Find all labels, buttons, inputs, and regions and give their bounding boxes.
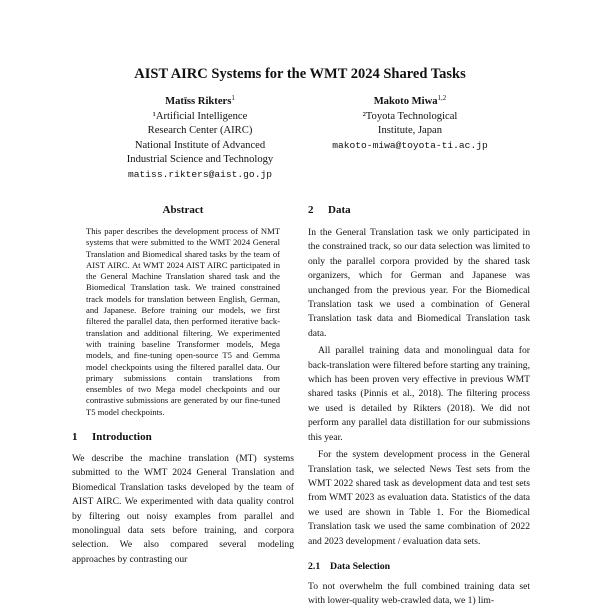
- data-paragraph-1: In the General Translation task we only participated in the constrained track, so our data selection was limited to only the parallel corpora provided by the shared task organizers, which for German and Japanese was unchanged from the previous year. For the Biomedical Translation task we used a combination of General Translation task data and Biomedical Translation task data.: [308, 227, 530, 339]
- author-affil-sup: 1,2: [437, 94, 447, 102]
- affiliation-line: Industrial Science and Technology: [126, 154, 274, 165]
- subsection-heading-data-selection: [308, 561, 530, 572]
- subsection-number: 2.1: [308, 560, 321, 572]
- data-paragraph-3: For the system development process in the General Translation task, we selected News Test sets from the WMT 2022 shared task as development data and test sets from WMT 2023 as evaluation data. Statistics of the data we used are shown in Table 1. For the Biomedical Translation task we used the same combination of 2022 and 2023 development / evaluation data sets.: [308, 449, 530, 547]
- subsection-title: Data Selection: [330, 560, 391, 572]
- author-block-1: [95, 95, 305, 182]
- data-selection-paragraph: To not overwhelm the full combined training data set with lower-quality web-crawled data, we 1) lim-: [308, 580, 530, 607]
- author-affil-sup: 1: [231, 94, 235, 102]
- affiliation-line: Research Center (AIRC): [147, 125, 253, 136]
- section-title: Data: [328, 204, 351, 216]
- affiliation-line: ²Toyota Technological: [362, 110, 458, 122]
- paper-title: AIST AIRC Systems for the WMT 2024 Shared Tasks: [134, 66, 466, 82]
- section-heading-data: [308, 204, 530, 216]
- abstract-text: This paper describes the development process of NMT systems that were submitted to the WMT 2024 General Translation and Biomedical shared tasks by the team of AIST AIRC. At WMT 2024 AIST AIRC participated in the General Machine Translation shared task and the Biomedical Translation task. We trained constrained track models for translation between English, German, and Japanese. Before training our models, we first filtered the parallel data, then performed iterative back-translation and additional filtering. We experimented with training baseline Transformer models, Mega models, and fine-tuning open-source T5 and Gemma model checkpoints using the filtered parallel data. Our primary submissions contain translations from ensembles of two Mega model checkpoints and our contrastive submissions are generated by our fine-tuned T5 model checkpoints.: [86, 226, 280, 417]
- author-name: Matīss Rikters: [165, 96, 232, 107]
- intro-paragraph: We describe the machine translation (MT) systems submitted to the WMT 2024 General Translation and Biomedical Translation tasks developed by the team of AIST AIRC. We experimented with data quality control by filtering out noisy examples from parallel and monolingual data sets before training, and corpora selection. We also compared several modeling approaches by contrasting our: [72, 453, 294, 565]
- author-email: matiss.rikters@aist.go.jp: [128, 168, 272, 180]
- affiliation-line: National Institute of Advanced: [134, 139, 266, 151]
- section-number: 2: [308, 204, 314, 216]
- abstract-heading: Abstract: [162, 204, 204, 216]
- author-block-2: [305, 95, 515, 153]
- right-column: [308, 204, 530, 609]
- affiliation-line: ¹Artificial Intelligence: [152, 110, 248, 122]
- section-number: 1: [72, 431, 78, 444]
- author-name-line: [305, 95, 515, 110]
- author-name: Makoto Miwa: [373, 96, 438, 107]
- data-paragraph-2: All parallel training data and monolingual data for back-translation were filtered before starting any training, which has been proven very effective in previous WMT shared tasks (Pinnis et al., 2018). The filtering process we used is detailed by Rikters (2018). We did not perform any parallel data distillation for our submissions this year.: [308, 345, 530, 443]
- affiliation-line: Institute, Japan: [377, 125, 443, 136]
- section-heading-introduction: [72, 431, 294, 443]
- left-column: [72, 204, 294, 567]
- author-email: makoto-miwa@toyota-ti.ac.jp: [332, 139, 488, 151]
- section-title: Introduction: [92, 431, 152, 444]
- author-name-line: [95, 95, 305, 110]
